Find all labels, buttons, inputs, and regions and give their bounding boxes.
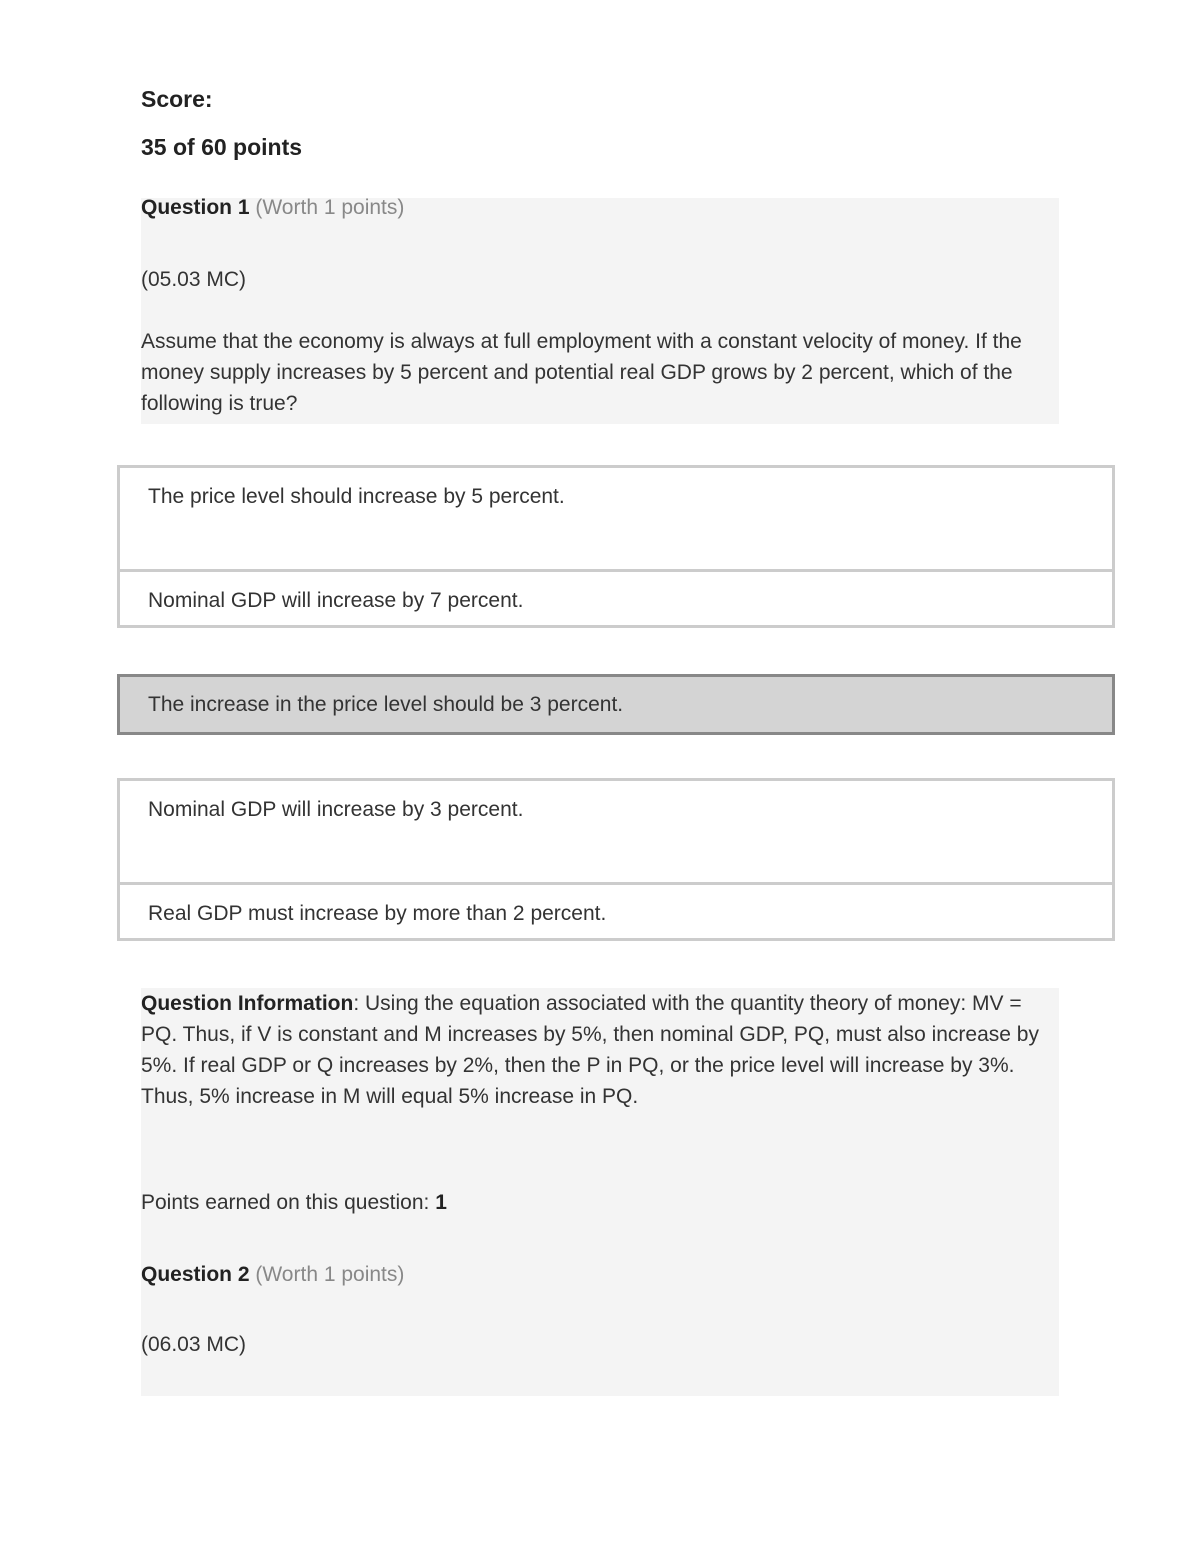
question-1-worth: (Worth 1 points) xyxy=(255,196,405,219)
answer-option-4-text: Nominal GDP will increase by 3 percent. xyxy=(148,798,524,821)
question-2-worth: (Worth 1 points) xyxy=(255,1263,405,1286)
answer-group-c xyxy=(117,778,1115,941)
answer-option-5-text: Real GDP must increase by more than 2 percent. xyxy=(148,902,607,925)
question-1-header xyxy=(141,196,404,220)
answer-option-1-text: The price level should increase by 5 percent. xyxy=(148,485,565,508)
score-value: 35 of 60 points xyxy=(141,134,303,160)
question-1-code: (05.03 MC) xyxy=(141,268,247,291)
points-earned-value: 1 xyxy=(435,1191,447,1214)
question-1-prompt xyxy=(141,198,1059,424)
question-info-block xyxy=(141,988,1059,1396)
question-information xyxy=(141,988,1046,1112)
question-1-title: Question 1 xyxy=(141,196,250,219)
answer-option-5[interactable] xyxy=(120,882,1112,938)
answer-group-a xyxy=(117,465,1115,628)
answer-option-2-text: Nominal GDP will increase by 7 percent. xyxy=(148,589,524,612)
answer-option-3-selected[interactable] xyxy=(117,674,1115,735)
question-2-title: Question 2 xyxy=(141,1263,250,1286)
answer-option-3[interactable] xyxy=(120,677,1112,732)
question-information-text: : Using the equation associated with the quantity theory of money: MV = PQ. Thus, if V is constant and M increases by 5%, then nominal GDP, PQ, must also increase by 5%. If real GDP or Q increases by 2%, then the P in PQ, or the price level will increase by 3%. Thus, 5% increase in M will equal 5% increase in PQ. xyxy=(141,992,1039,1108)
question-1-text: Assume that the economy is always at full employment with a constant velocity of money. If the money supply increases by 5 percent and potential real GDP grows by 2 percent, which of the following is true? xyxy=(141,330,1022,415)
answer-option-4[interactable] xyxy=(120,781,1112,882)
question-2-header xyxy=(141,1263,404,1287)
answer-option-2[interactable] xyxy=(120,569,1112,625)
answer-option-1[interactable] xyxy=(120,468,1112,569)
answer-option-3-text: The increase in the price level should be 3 percent. xyxy=(148,693,624,716)
points-earned-label: Points earned on this question: xyxy=(141,1191,436,1214)
score-label: Score: xyxy=(141,86,213,112)
points-earned xyxy=(141,1191,447,1215)
question-2-code: (06.03 MC) xyxy=(141,1333,247,1356)
question-information-label: Question Information xyxy=(141,992,354,1015)
